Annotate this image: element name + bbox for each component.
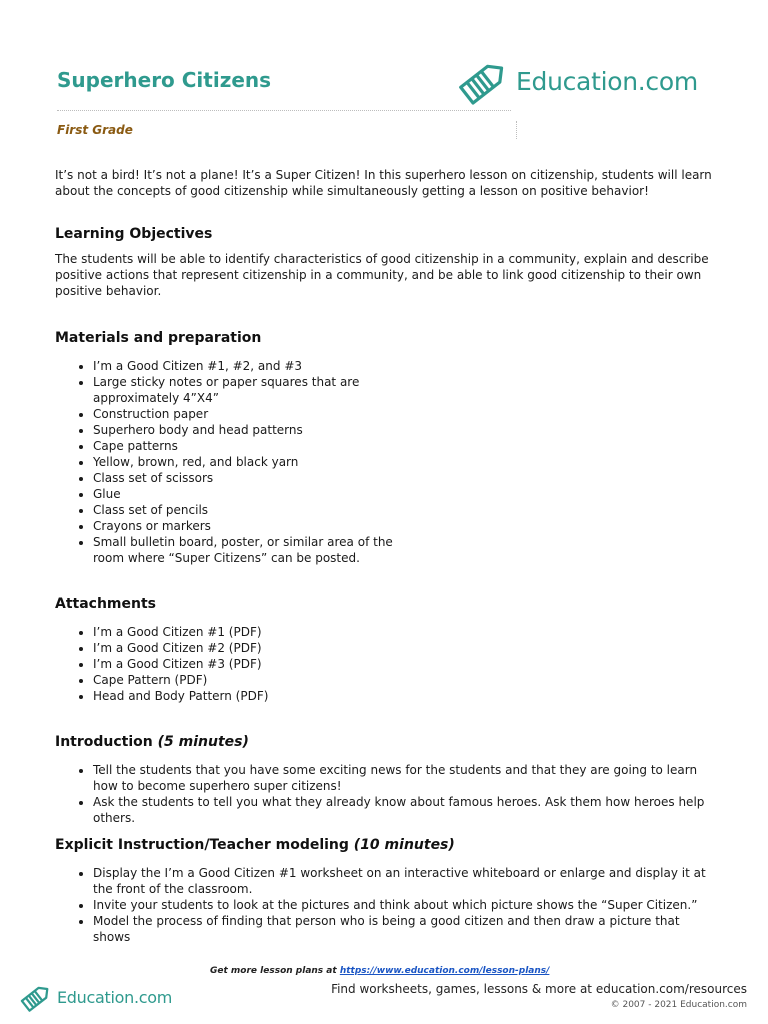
list-item: • Construction paper — [93, 406, 405, 422]
list-item: • I’m a Good Citizen #1, #2, and #3 — [93, 358, 405, 374]
list-item: • Crayons or markers — [93, 518, 405, 534]
footer-logo[interactable] — [19, 982, 172, 1012]
lesson-content — [55, 167, 720, 945]
lesson-plans-note — [210, 966, 549, 976]
lesson-plans-link[interactable]: https://www.education.com/lesson-plans/ — [339, 966, 550, 976]
list-item: • Large sticky notes or paper squares that are approximately 4”X4” — [93, 374, 405, 406]
explicit-title: Explicit Instruction/Teacher modeling — [55, 837, 349, 853]
lesson-plans-prefix: Get more lesson plans at — [210, 966, 337, 976]
title-divider — [57, 110, 511, 111]
attachments-heading: Attachments — [55, 596, 157, 612]
introduction-heading — [55, 734, 720, 750]
footer-resources-text: Find worksheets, games, lessons & more at education.com/resources — [331, 982, 747, 996]
list-item: • Invite your students to look at the pictures and think about which picture shows the “Super Citizen.” — [93, 897, 720, 913]
list-item: • Class set of scissors — [93, 470, 405, 486]
header-divider — [516, 121, 517, 139]
materials-list — [55, 358, 405, 566]
list-item: • Tell the students that you have some exciting news for the students and that they are going to learn how to become superhero super citizens! — [93, 762, 720, 794]
attachment-link[interactable]: • Cape Pattern (PDF) — [93, 672, 720, 688]
attachment-link[interactable]: • Head and Body Pattern (PDF) — [93, 688, 720, 704]
explicit-heading — [55, 837, 720, 853]
intro-paragraph: It’s not a bird! It’s not a plane! It’s a Super Citizen! In this superhero lesson on citizenship, students will learn about the concepts of good citizenship while simultaneously getting a lesson on positive behavior! — [55, 168, 712, 198]
footer-copyright: © 2007 - 2021 Education.com — [610, 1000, 747, 1010]
attachments-list — [55, 624, 720, 704]
list-item: • Glue — [93, 486, 405, 502]
attachment-link[interactable]: • I’m a Good Citizen #2 (PDF) — [93, 640, 720, 656]
logo-text: Education.com — [516, 66, 698, 96]
introduction-title: Introduction — [55, 734, 153, 750]
attachment-link[interactable]: • I’m a Good Citizen #3 (PDF) — [93, 656, 720, 672]
introduction-list — [55, 762, 720, 826]
list-item: • Model the process of finding that person who is being a good citizen and then draw a picture that shows — [93, 913, 720, 945]
pencil-logo-icon — [19, 982, 55, 1012]
grade-level: First Grade — [57, 123, 133, 137]
list-item: • Class set of pencils — [93, 502, 405, 518]
explicit-duration: (10 minutes) — [353, 837, 455, 853]
page-title: Superhero Citizens — [57, 68, 272, 92]
explicit-list — [55, 865, 720, 945]
education-logo[interactable] — [456, 57, 698, 105]
materials-heading: Materials and preparation — [55, 330, 262, 346]
introduction-duration: (5 minutes) — [157, 734, 249, 750]
footer-logo-text: Education.com — [57, 987, 173, 1007]
objectives-text: The students will be able to identify characteristics of good citizenship in a community, explain and describe positive actions that represent citizenship in a community, and be able to link good citizenship to their own positive behavior. — [55, 252, 709, 298]
attachment-link[interactable]: • I’m a Good Citizen #1 (PDF) — [93, 624, 720, 640]
pencil-logo-icon — [456, 57, 514, 105]
list-item: • Display the I’m a Good Citizen #1 worksheet on an interactive whiteboard or enlarge and display it at the front of the classroom. — [93, 865, 720, 897]
list-item: • Small bulletin board, poster, or similar area of the room where “Super Citizens” can be posted. — [93, 534, 405, 566]
objectives-heading: Learning Objectives — [55, 226, 213, 242]
list-item: • Yellow, brown, red, and black yarn — [93, 454, 405, 470]
list-item: • Superhero body and head patterns — [93, 422, 405, 438]
list-item: • Ask the students to tell you what they already know about famous heroes. Ask them how heroes help others. — [93, 794, 720, 826]
list-item: • Cape patterns — [93, 438, 405, 454]
